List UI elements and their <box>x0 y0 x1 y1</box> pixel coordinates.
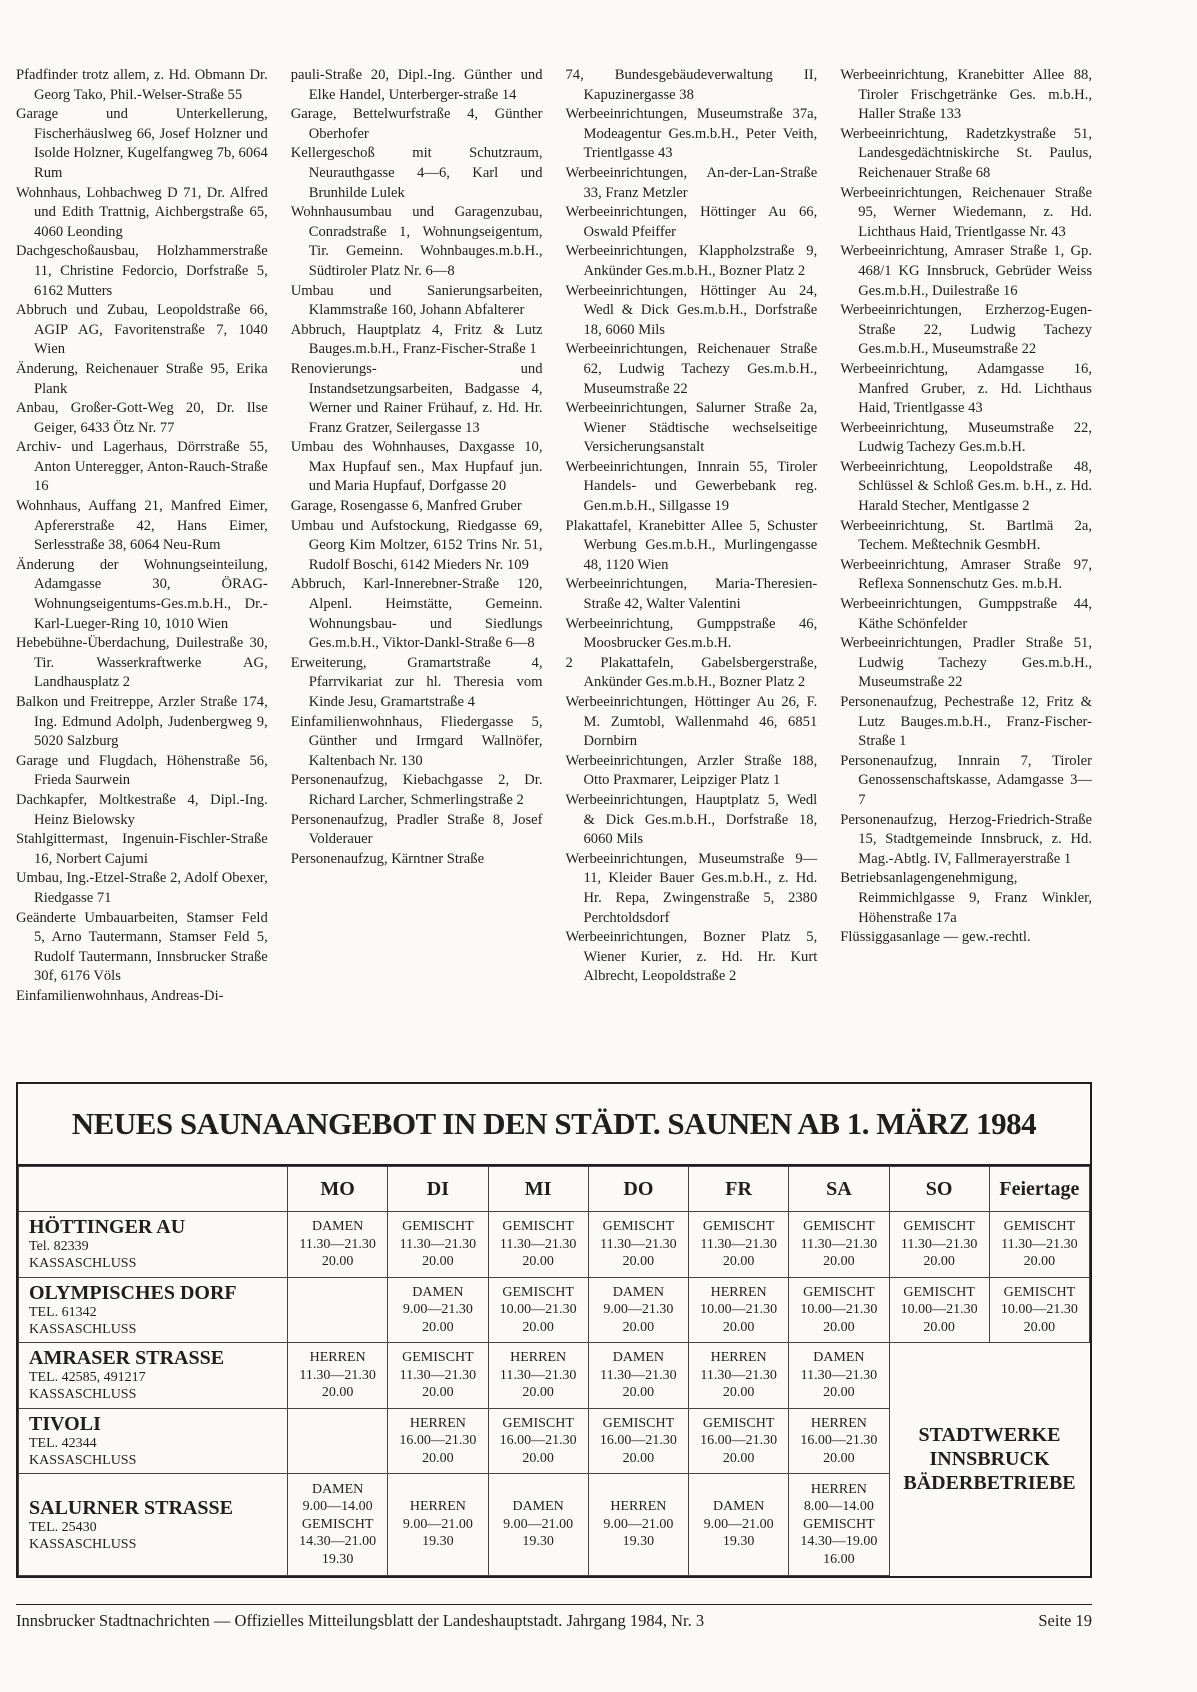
schedule-line: DAMEN <box>712 1499 765 1515</box>
schedule-line: 16.00—21.30 <box>599 1433 677 1449</box>
schedule-line: 9.00—21.00 <box>603 1516 674 1532</box>
notice-entry: Werbeeinrichtungen, Höttinger Au 26, F. M. Zumtobl, Wallenmahd 46, 6851 Dornbirn <box>565 694 818 750</box>
notice-entry: Personenaufzug, Kiebachgasse 2, Dr. Richard Larcher, Schmerlingstraße 2 <box>290 772 543 808</box>
notice-entry: Werbeeinrichtungen, Pradler Straße 51, Ludwig Tachezy Ges.m.b.H., Museumstraße 22 <box>840 635 1092 691</box>
location-kasse: KASSASCHLUSS <box>29 1387 137 1403</box>
schedule-line: 11.30—21.30 <box>1001 1236 1078 1252</box>
notice-entry: Kellergeschoß mit Schutzraum, Neurauthgasse 4—6, Karl und Brunhilde Lulek <box>290 145 543 201</box>
schedule-line: 9.00—21.30 <box>402 1302 473 1318</box>
notice-entry: Änderung der Wohnungseinteilung, Adamgasse 30, ÖRAG-Wohnungseigentums-Ges.m.b.H., Dr.-Karl-Lueger-Ring 10, 1010 Wien <box>16 556 268 632</box>
schedule-cell <box>388 1343 488 1409</box>
schedule-cell <box>588 1343 688 1409</box>
schedule-line: GEMISCHT <box>602 1415 675 1431</box>
sauna-table <box>18 1166 1090 1576</box>
brand-line: BÄDERBETRIEBE <box>903 1472 1076 1495</box>
schedule-cell <box>689 1474 789 1576</box>
schedule-cell <box>488 1343 588 1409</box>
schedule-line: 14.30—19.00 <box>800 1534 878 1550</box>
schedule-cell <box>288 1343 388 1409</box>
notice-entry: pauli-Straße 20, Dipl.-Ing. Günther und Elke Handel, Unterberger-straße 14 <box>290 67 543 103</box>
schedule-cell <box>789 1343 889 1409</box>
notice-entry: Stahlgittermast, Ingenuin-Fischler-Straße 16, Norbert Cajumi <box>16 831 268 867</box>
schedule-line: 16.00—21.30 <box>700 1433 778 1449</box>
sauna-location <box>19 1212 288 1278</box>
schedule-line: 16.00—21.30 <box>399 1433 477 1449</box>
day-header: DI <box>388 1167 488 1212</box>
notice-entry: Werbeeinrichtungen, An-der-Lan-Straße 33, Franz Metzler <box>565 164 818 201</box>
notice-entry: Werbeeinrichtung, Amraser Straße 1, Gp. 468/1 KG Innsbruck, Gebrüder Weiss Ges.m.b.H., Duilestraße 16 <box>840 243 1092 299</box>
schedule-cell <box>789 1408 889 1474</box>
schedule-line: 16.00 <box>823 1551 855 1567</box>
sauna-header-row <box>19 1167 1090 1212</box>
schedule-line: 20.00 <box>722 1385 755 1401</box>
notice-entry: Umbau und Sanierungsarbeiten, Klammstraße 160, Johann Abfalterer <box>290 282 543 319</box>
schedule-line: 14.30—21.00 <box>299 1534 377 1550</box>
location-kasse: KASSASCHLUSS <box>29 1452 137 1468</box>
notice-columns <box>16 66 1092 1056</box>
notice-entry: Werbeeinrichtungen, Bozner Platz 5, Wiener Kurier, z. Hd. Hr. Kurt Albrecht, Leopoldstraße 2 <box>565 929 818 985</box>
schedule-cell <box>588 1212 688 1278</box>
schedule-line: 20.00 <box>622 1450 655 1466</box>
column-3 <box>566 66 818 1056</box>
notice-entry: Balkon und Freitreppe, Arzler Straße 174, Ing. Edmund Adolph, Judenbergweg 9, 5020 Salzburg <box>16 694 268 750</box>
notice-entry: Werbeeinrichtung, Radetzkystraße 51, Landesgedächtniskirche St. Paulus, Reichenauer Straße 68 <box>840 125 1092 181</box>
schedule-line: GEMISCHT <box>602 1219 675 1235</box>
schedule-line: GEMISCHT <box>1003 1219 1076 1235</box>
schedule-line: GEMISCHT <box>702 1415 775 1431</box>
schedule-line: 10.00—21.30 <box>499 1302 577 1318</box>
schedule-line: HERREN <box>409 1415 466 1431</box>
notice-entry: Werbeeinrichtungen, Klappholzstraße 9, Ankünder Ges.m.b.H., Bozner Platz 2 <box>565 243 818 279</box>
page-number: Seite 19 <box>1038 1611 1092 1630</box>
schedule-cell <box>689 1408 789 1474</box>
schedule-line: HERREN <box>710 1284 767 1300</box>
schedule-cell <box>288 1212 388 1278</box>
day-header: SA <box>789 1167 889 1212</box>
schedule-line: HERREN <box>810 1415 867 1431</box>
notice-entry: Werbeeinrichtung, Gumppstraße 46, Moosbrucker Ges.m.b.H. <box>565 615 818 652</box>
schedule-line: 8.00—14.00 <box>803 1499 874 1515</box>
schedule-cell <box>989 1277 1089 1343</box>
schedule-line: 11.30—21.30 <box>399 1236 477 1252</box>
notice-entry: Renovierungs- und Instandsetzungsarbeiten, Badgasse 4, Werner und Rainer Frühauf, z. Hd. Hr. Franz Gratzer, Seilergasse 13 <box>290 360 543 436</box>
notice-entry: Abbruch, Karl-Innerebner-Straße 120, Alpenl. Heimstätte, Gemeinn. Wohnungsbau- und Siedlungs Ges.m.b.H., Viktor-Dankl-Straße 6—8 <box>290 576 543 652</box>
brand-line: STADTWERKE <box>918 1424 1061 1447</box>
schedule-line: 11.30—21.30 <box>499 1236 577 1252</box>
schedule-line: DAMEN <box>612 1350 665 1366</box>
notice-entry: Wohnhausumbau und Garagenzubau, Conradstraße 1, Wohnungseigentum, Tir. Gemeinn. Wohnbauges.m.b.H., Südtiroler Platz Nr. 6—8 <box>290 204 543 279</box>
sauna-location-row <box>19 1277 1090 1343</box>
column-1 <box>16 66 268 1056</box>
notice-entry: Personenaufzug, Pradler Straße 8, Josef Volderauer <box>290 811 543 848</box>
brand-block <box>889 1343 1090 1576</box>
schedule-line: 9.00—21.30 <box>603 1302 674 1318</box>
notice-entry: 74, Bundesgebäudeverwaltung II, Kapuzinergasse 38 <box>565 67 818 103</box>
header-empty <box>19 1167 288 1212</box>
schedule-line: 9.00—21.00 <box>503 1516 574 1532</box>
notice-entry: Erweiterung, Gramartstraße 4, Pfarrvikariat zur hl. Theresia vom Kinde Jesu, Gramartstraße 4 <box>290 654 543 710</box>
schedule-cell <box>488 1277 588 1343</box>
schedule-line: GEMISCHT <box>903 1219 975 1235</box>
schedule-cell <box>288 1408 388 1474</box>
schedule-line: GEMISCHT <box>502 1219 574 1235</box>
schedule-cell <box>588 1474 688 1576</box>
sauna-title: NEUES SAUNAANGEBOT IN DEN STÄDT. SAUNEN AB 1. MÄRZ 1984 <box>18 1084 1090 1166</box>
schedule-line: 20.00 <box>823 1450 855 1466</box>
schedule-cell <box>789 1212 889 1278</box>
notice-entry: Werbeeinrichtungen, Arzler Straße 188, Otto Praxmarer, Leipziger Platz 1 <box>565 752 818 789</box>
notice-entry: Werbeeinrichtungen, Maria-Theresien-Straße 42, Walter Valentini <box>565 576 818 613</box>
notice-entry: Werbeeinrichtungen, Höttinger Au 24, Wedl & Dick Ges.m.b.H., Dorfstraße 18, 6060 Mils <box>565 282 818 338</box>
schedule-line: 20.00 <box>422 1385 454 1401</box>
schedule-line: 9.00—14.00 <box>302 1499 373 1515</box>
schedule-cell <box>488 1474 588 1576</box>
schedule-line: 20.00 <box>722 1450 755 1466</box>
schedule-cell <box>388 1474 488 1576</box>
column-4 <box>840 66 1092 1056</box>
notice-entry: Garage und Flugdach, Höhenstraße 56, Frieda Saurwein <box>16 752 268 789</box>
schedule-line: 20.00 <box>422 1254 454 1270</box>
location-tel: TEL. 61342 <box>29 1304 97 1320</box>
schedule-line: 20.00 <box>522 1450 554 1466</box>
notice-entry: 2 Plakattafeln, Gabelsbergerstraße, Ankünder Ges.m.b.H., Bozner Platz 2 <box>565 654 818 691</box>
notice-entry: Werbeeinrichtungen, Innrain 55, Tiroler Handels- und Gewerbebank reg. Gen.m.b.H., Sillgasse 19 <box>565 458 818 515</box>
schedule-line: DAMEN <box>311 1219 364 1235</box>
schedule-line: 10.00—21.30 <box>1000 1302 1078 1318</box>
schedule-line: DAMEN <box>813 1350 865 1366</box>
schedule-line: 9.00—21.00 <box>402 1516 473 1532</box>
notice-entry: Werbeeinrichtung, Adamgasse 16, Manfred Gruber, z. Hd. Lichthaus Haid, Trientlgasse 43 <box>840 360 1092 417</box>
notice-entry: Werbeeinrichtung, Museumstraße 22, Ludwig Tachezy Ges.m.b.H. <box>840 419 1092 456</box>
sauna-location <box>19 1277 288 1343</box>
schedule-line: 11.30—21.30 <box>800 1236 878 1252</box>
schedule-line: GEMISCHT <box>803 1219 875 1235</box>
schedule-line: 20.00 <box>522 1254 554 1270</box>
schedule-line: GEMISCHT <box>702 1219 775 1235</box>
schedule-line: 20.00 <box>422 1319 454 1335</box>
notice-entry: Werbeeinrichtungen, Erzherzog-Eugen-Straße 22, Ludwig Tachezy Ges.m.b.H., Museumstraße 22 <box>840 302 1092 358</box>
schedule-line: 20.00 <box>622 1254 655 1270</box>
notice-entry: Archiv- und Lagerhaus, Dörrstraße 55, Anton Unteregger, Anton-Rauch-Straße 16 <box>16 439 268 495</box>
schedule-cell <box>689 1212 789 1278</box>
schedule-line: GEMISCHT <box>402 1350 474 1366</box>
notice-entry: Änderung, Reichenauer Straße 95, Erika Plank <box>16 360 268 397</box>
schedule-line: 16.00—21.30 <box>499 1433 577 1449</box>
schedule-line: 19.30 <box>321 1551 354 1567</box>
schedule-cell <box>588 1277 688 1343</box>
schedule-cell <box>388 1277 488 1343</box>
notice-entry: Einfamilienwohnhaus, Fliedergasse 5, Günther und Irmgard Wallnöfer, Kaltenbach Nr. 130 <box>290 713 543 769</box>
schedule-line: 19.30 <box>622 1534 655 1550</box>
sauna-location <box>19 1343 288 1409</box>
schedule-line: 20.00 <box>522 1385 554 1401</box>
schedule-line: 11.30—21.30 <box>499 1367 577 1383</box>
schedule-line: GEMISCHT <box>502 1415 574 1431</box>
sauna-location-row <box>19 1212 1090 1278</box>
schedule-cell <box>288 1474 388 1576</box>
schedule-line: DAMEN <box>512 1499 564 1515</box>
notice-entry: Betriebsanlagengenehmigung, Reimmichlgasse 9, Franz Winkler, Höhenstraße 17a <box>840 870 1092 926</box>
day-header: SO <box>889 1167 989 1212</box>
schedule-line: 11.30—21.30 <box>600 1236 677 1252</box>
schedule-cell <box>488 1408 588 1474</box>
schedule-cell <box>789 1277 889 1343</box>
schedule-line: HERREN <box>309 1350 366 1366</box>
day-header: MI <box>488 1167 588 1212</box>
sauna-location-row <box>19 1343 1090 1409</box>
schedule-line: HERREN <box>610 1499 667 1515</box>
notice-entry: Plakattafel, Kranebitter Allee 5, Schuster Werbung Ges.m.b.H., Murlingengasse 48, 1120 Wien <box>565 517 818 573</box>
notice-entry: Werbeeinrichtung, Kranebitter Allee 88, Tiroler Frischgetränke Ges. m.b.H., Haller Straße 133 <box>840 67 1092 123</box>
schedule-line: 11.30—21.30 <box>299 1367 376 1383</box>
notice-entry: Anbau, Großer-Gott-Weg 20, Dr. Ilse Geiger, 6433 Ötz Nr. 77 <box>16 400 268 436</box>
notice-entry: Umbau des Wohnhauses, Daxgasse 10, Max Hupfauf sen., Max Hupfauf jun. und Maria Hupfauf, Dorfgasse 20 <box>290 439 543 495</box>
footer-publication: Innsbrucker Stadtnachrichten — Offizielles Mitteilungsblatt der Landeshauptstadt. Jahrgang 1984, Nr. 3 <box>16 1611 705 1630</box>
day-header: FR <box>689 1167 789 1212</box>
notice-entry: Wohnhaus, Auffang 21, Manfred Eimer, Apfererstraße 42, Hans Eimer, Serlesstraße 38, 6064 Neu-Rum <box>16 498 268 554</box>
schedule-line: 20.00 <box>1023 1319 1056 1335</box>
schedule-line: 20.00 <box>722 1319 755 1335</box>
schedule-line: 19.30 <box>422 1534 454 1550</box>
schedule-cell <box>889 1277 989 1343</box>
schedule-line: GEMISCHT <box>502 1284 574 1300</box>
schedule-cell <box>689 1277 789 1343</box>
schedule-line: GEMISCHT <box>903 1284 975 1300</box>
schedule-line: 19.30 <box>722 1534 755 1550</box>
notice-entry: Werbeeinrichtung, Amraser Straße 97, Reflexa Sonnenschutz Ges. m.b.H. <box>840 556 1092 593</box>
location-name: SALURNER STRASSE <box>29 1496 233 1519</box>
schedule-line: 20.00 <box>522 1319 554 1335</box>
schedule-line: 20.00 <box>321 1254 354 1270</box>
schedule-line: 11.30—21.30 <box>399 1367 477 1383</box>
page-footer <box>16 1604 1092 1631</box>
schedule-line: 20.00 <box>722 1254 755 1270</box>
schedule-line: 11.30—21.30 <box>900 1236 978 1252</box>
location-kasse: KASSASCHLUSS <box>29 1321 137 1337</box>
schedule-cell <box>889 1212 989 1278</box>
notice-entry: Garage, Rosengasse 6, Manfred Gruber <box>290 498 522 515</box>
schedule-line: GEMISCHT <box>1003 1284 1076 1300</box>
sauna-location <box>19 1474 288 1576</box>
notice-entry: Abbruch und Zubau, Leopoldstraße 66, AGIP AG, Favoritenstraße 7, 1040 Wien <box>16 302 268 358</box>
location-name: TIVOLI <box>29 1412 101 1435</box>
notice-entry: Werbeeinrichtungen, Höttinger Au 66, Oswald Pfeiffer <box>565 204 818 240</box>
schedule-line: 20.00 <box>823 1319 855 1335</box>
notice-entry: Umbau und Aufstockung, Riedgasse 69, Georg Kim Moltzer, 6152 Trins Nr. 51, Rudolf Boschi, 6142 Mieders Nr. 109 <box>290 517 543 573</box>
notice-entry: Werbeeinrichtung, Leopoldstraße 48, Schlüssel & Schloß Ges.m. b.H., z. Hd. Harald Stecher, Mentlgasse 2 <box>840 458 1092 515</box>
schedule-line: GEMISCHT <box>803 1516 875 1532</box>
schedule-line: 20.00 <box>823 1385 855 1401</box>
schedule-line: 20.00 <box>823 1254 855 1270</box>
schedule-line: GEMISCHT <box>402 1219 474 1235</box>
schedule-line: 20.00 <box>321 1385 354 1401</box>
schedule-line: 10.00—21.30 <box>700 1302 778 1318</box>
schedule-line: 9.00—21.00 <box>703 1516 774 1532</box>
column-2 <box>291 66 543 1056</box>
sauna-table-body <box>19 1212 1090 1576</box>
notice-entry: Werbeeinrichtungen, Salurner Straße 2a, Wiener Städtische wechselseitige Versicherungsanstalt <box>565 400 818 456</box>
notice-entry: Flüssiggasanlage — gew.-rechtl. <box>840 929 1031 946</box>
sauna-schedule-box <box>16 1082 1092 1578</box>
schedule-line: GEMISCHT <box>301 1516 374 1532</box>
notice-entry: Garage und Unterkellerung, Fischerhäuslweg 66, Josef Holzner und Isolde Holzner, Kugelfangweg 7b, 6064 Rum <box>16 106 268 181</box>
schedule-cell <box>488 1212 588 1278</box>
location-name: HÖTTINGER AU <box>29 1216 186 1239</box>
schedule-line: 10.00—21.30 <box>900 1302 978 1318</box>
schedule-line: HERREN <box>710 1350 767 1366</box>
notice-entry: Einfamilienwohnhaus, Andreas-Di- <box>16 987 224 1004</box>
notice-entry: Dachgeschoßausbau, Holzhammerstraße 11, Christine Fedorcio, Dorfstraße 5, 6162 Mutters <box>16 243 268 299</box>
schedule-line: 20.00 <box>622 1385 655 1401</box>
notice-entry: Dachkapfer, Moltkestraße 4, Dipl.-Ing. Heinz Bielowsky <box>16 791 268 828</box>
location-tel: TEL. 42344 <box>29 1435 97 1451</box>
notice-entry: Personenaufzug, Pechestraße 12, Fritz & Lutz Bauges.m.b.H., Franz-Fischer-Straße 1 <box>840 694 1092 750</box>
schedule-line: 11.30—21.30 <box>700 1367 777 1383</box>
schedule-line: HERREN <box>409 1499 466 1515</box>
location-tel: Tel. 82339 <box>29 1239 89 1255</box>
schedule-line: DAMEN <box>612 1284 665 1300</box>
schedule-line: DAMEN <box>412 1284 464 1300</box>
sauna-location <box>19 1408 288 1474</box>
schedule-line: 16.00—21.30 <box>800 1433 878 1449</box>
notice-entry: Werbeeinrichtungen, Reichenauer Straße 95, Werner Wiedemann, z. Hd. Lichthaus Haid, Trientlgasse Nr. 43 <box>840 184 1092 240</box>
schedule-line: 20.00 <box>422 1450 454 1466</box>
schedule-line: 20.00 <box>923 1254 955 1270</box>
location-name: OLYMPISCHES DORF <box>29 1281 237 1304</box>
notice-entry: Hebebühne-Überdachung, Duilestraße 30, Tir. Wasserkraftwerke AG, Landhausplatz 2 <box>16 635 268 691</box>
schedule-line: 11.30—21.30 <box>800 1367 878 1383</box>
location-kasse: KASSASCHLUSS <box>29 1256 137 1272</box>
schedule-line: DAMEN <box>311 1481 364 1497</box>
schedule-line: 11.30—21.30 <box>299 1236 376 1252</box>
notice-entry: Werbeeinrichtungen, Reichenauer Straße 62, Ludwig Tachezy Ges.m.b.H., Museumstraße 22 <box>565 341 818 397</box>
notice-entry: Geänderte Umbauarbeiten, Stamser Feld 5, Arno Tautermann, Stamser Feld 5, Rudolf Tautermann, Innsbrucker Straße 30f, 6176 Völs <box>16 909 268 985</box>
schedule-cell <box>288 1277 388 1343</box>
notice-entry: Werbeeinrichtungen, Hauptplatz 5, Wedl & Dick Ges.m.b.H., Dorfstraße 18, 6060 Mils <box>565 791 818 848</box>
schedule-line: 10.00—21.30 <box>800 1302 878 1318</box>
schedule-line: 20.00 <box>1023 1254 1056 1270</box>
notice-entry: Wohnhaus, Lohbachweg D 71, Dr. Alfred und Edith Trattnig, Aichbergstraße 65, 4060 Leonding <box>16 184 268 240</box>
location-tel: TEL. 25430 <box>29 1519 97 1535</box>
notice-entry: Personenaufzug, Innrain 7, Tiroler Genossenschaftskasse, Adamgasse 3—7 <box>840 752 1092 808</box>
notice-entry: Personenaufzug, Kärntner Straße <box>290 850 485 867</box>
notice-entry: Abbruch, Hauptplatz 4, Fritz & Lutz Bauges.m.b.H., Franz-Fischer-Straße 1 <box>290 321 543 358</box>
location-name: AMRASER STRASSE <box>29 1347 225 1370</box>
notice-entry: Werbeeinrichtungen, Museumstraße 9—11, Kleider Bauer Ges.m.b.H., z. Hd. Hr. Repa, Zwingenstraße 5, 2380 Perchtoldsdorf <box>565 850 818 926</box>
notice-entry: Personenaufzug, Herzog-Friedrich-Straße 15, Stadtgemeinde Innsbruck, z. Hd. Mag.-Abtlg. IV, Fallmerayerstraße 1 <box>840 811 1092 867</box>
location-tel: TEL. 42585, 491217 <box>29 1370 146 1386</box>
notice-entry: Umbau, Ing.-Etzel-Straße 2, Adolf Obexer, Riedgasse 71 <box>16 870 268 906</box>
location-kasse: KASSASCHLUSS <box>29 1536 137 1552</box>
schedule-cell <box>689 1343 789 1409</box>
day-header: MO <box>288 1167 388 1212</box>
day-header: DO <box>588 1167 688 1212</box>
notice-entry: Werbeeinrichtungen, Museumstraße 37a, Modeagentur Ges.m.b.H., Peter Veith, Trientlgasse 43 <box>565 106 818 162</box>
notice-entry: Werbeeinrichtungen, Gumppstraße 44, Käthe Schönfelder <box>840 596 1092 632</box>
schedule-cell <box>388 1408 488 1474</box>
notice-entry: Pfadfinder trotz allem, z. Hd. Obmann Dr. Georg Tako, Phil.-Welser-Straße 55 <box>16 67 268 103</box>
schedule-cell <box>989 1212 1089 1278</box>
schedule-line: GEMISCHT <box>803 1284 875 1300</box>
schedule-line: 20.00 <box>622 1319 655 1335</box>
notice-entry: Garage, Bettelwurfstraße 4, Günther Oberhofer <box>290 106 543 142</box>
day-header: Feiertage <box>989 1167 1089 1212</box>
schedule-line: 11.30—21.30 <box>700 1236 777 1252</box>
brand-line: INNSBRUCK <box>929 1448 1050 1471</box>
schedule-line: HERREN <box>810 1481 867 1497</box>
schedule-line: HERREN <box>510 1350 567 1366</box>
schedule-cell <box>789 1474 889 1576</box>
schedule-line: 20.00 <box>923 1319 955 1335</box>
schedule-cell <box>588 1408 688 1474</box>
schedule-line: 11.30—21.30 <box>600 1367 677 1383</box>
schedule-cell <box>388 1212 488 1278</box>
notice-entry: Werbeeinrichtung, St. Bartlmä 2a, Techem. Meßtechnik GesmbH. <box>840 517 1092 554</box>
schedule-line: 19.30 <box>522 1534 554 1550</box>
